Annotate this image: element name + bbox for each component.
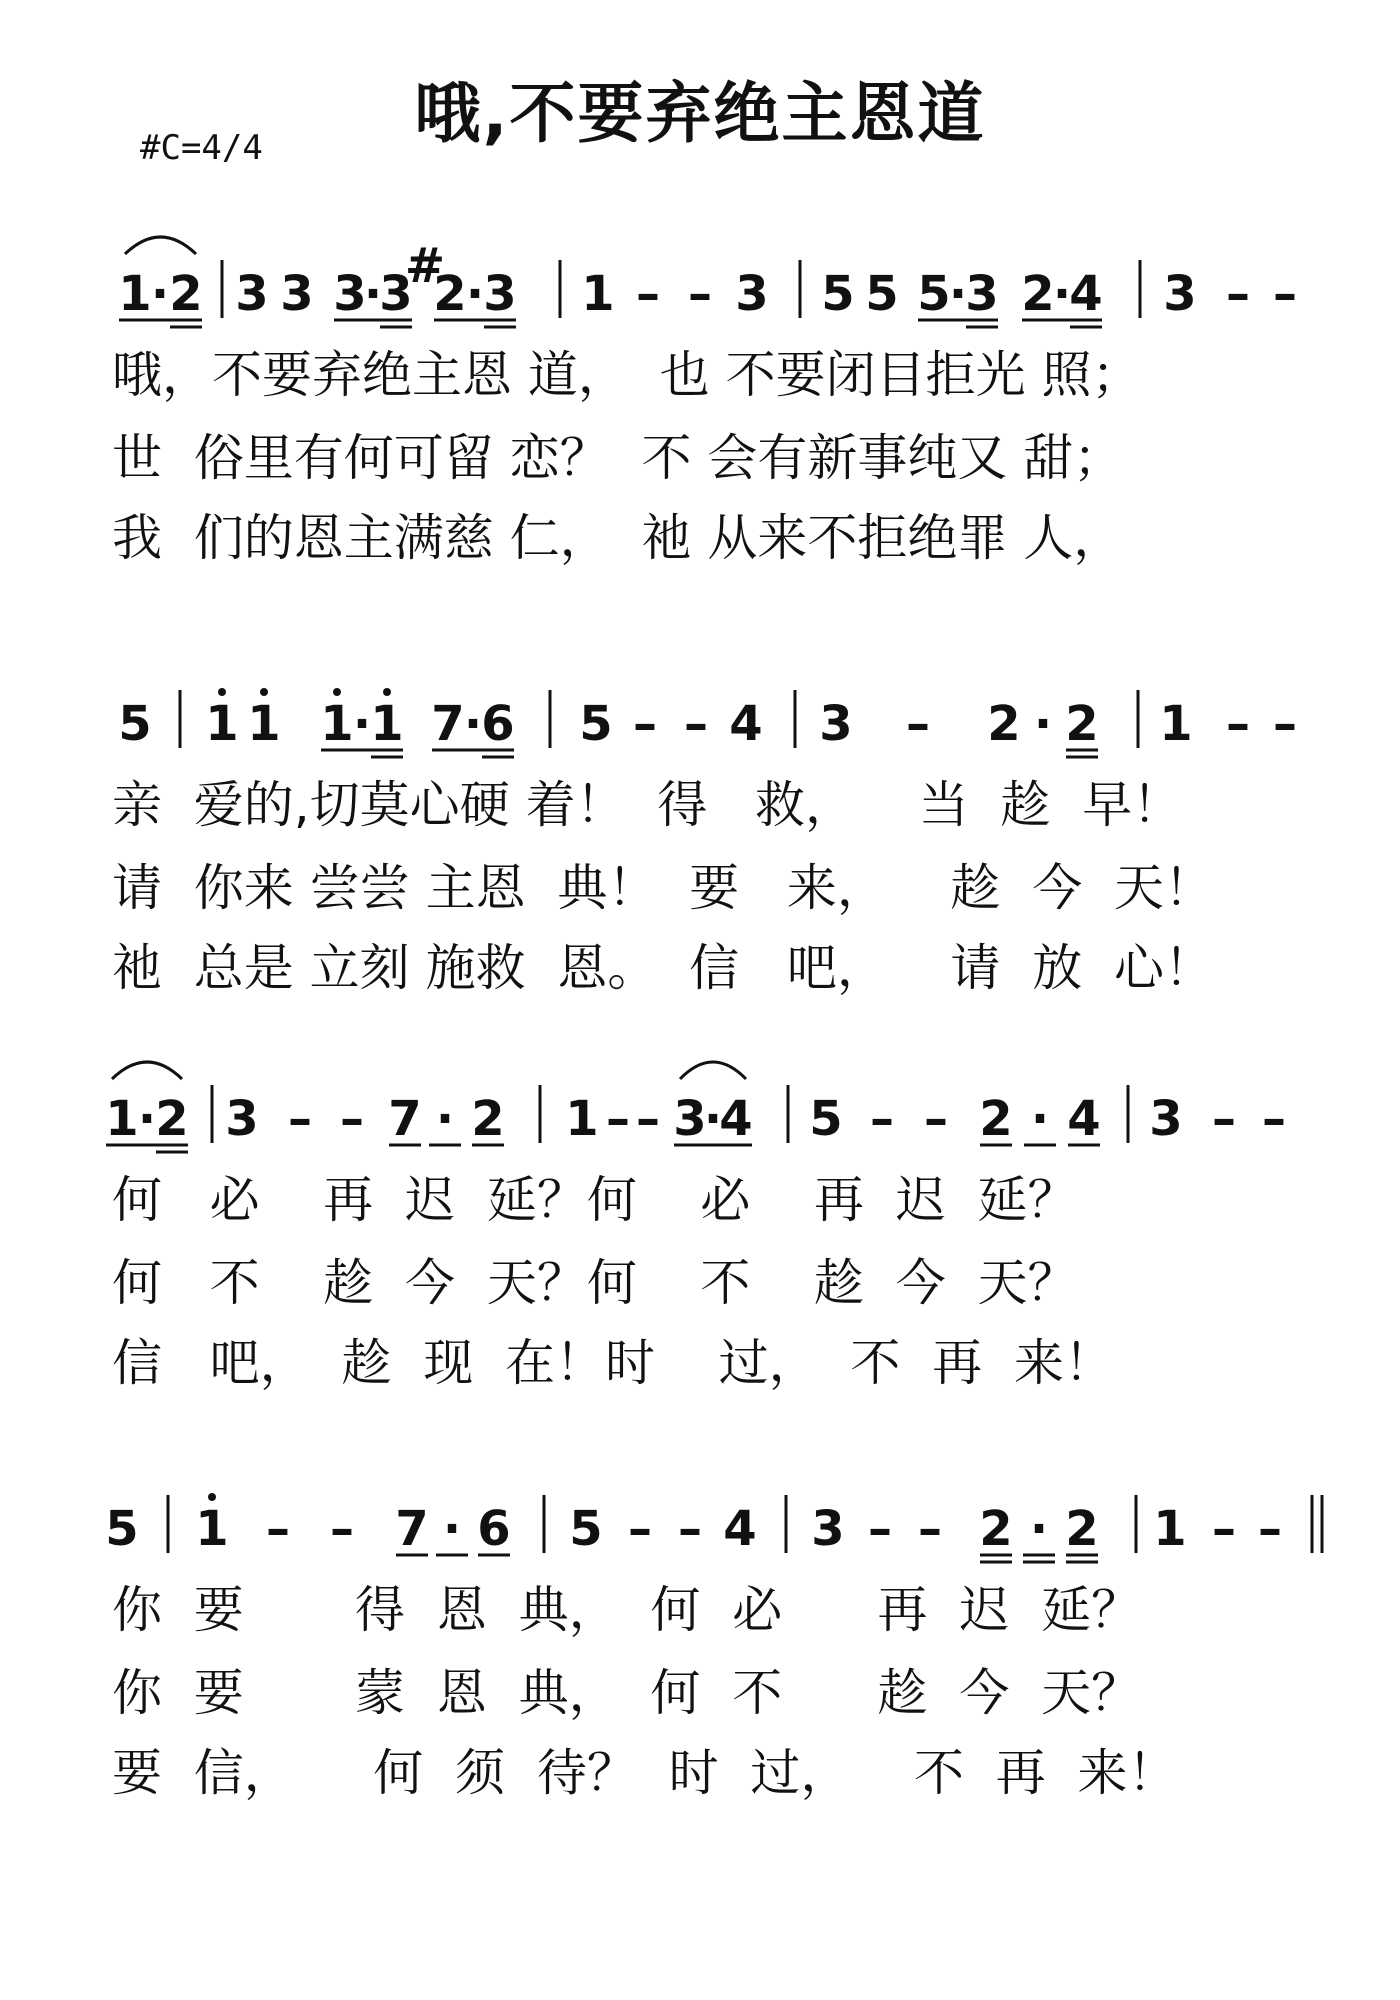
note: –	[688, 266, 712, 322]
note: –	[1226, 696, 1250, 752]
note: ·	[442, 1501, 462, 1557]
note: 1	[581, 266, 615, 322]
note: ·	[948, 266, 968, 322]
note: 4	[719, 1091, 753, 1147]
key-signature: #C=4/4	[140, 128, 263, 168]
note: 5	[917, 266, 951, 322]
note: –	[1262, 1091, 1286, 1147]
note: 2	[471, 1091, 505, 1147]
note: 2	[155, 1091, 189, 1147]
lyric-line: 信 吧， 趁 现 在！时 过， 不 再 来！	[112, 1334, 1114, 1392]
note: 2	[979, 1091, 1013, 1147]
note: 3	[1163, 266, 1197, 322]
note: –	[906, 696, 930, 752]
note: –	[684, 696, 708, 752]
high-octave-dot	[333, 688, 341, 696]
note: 4	[723, 1501, 757, 1557]
note: 1	[1159, 696, 1193, 752]
lyric-line: 祂 总是 立刻 施救 恩。 信 吧， 请 放 心！	[112, 939, 1214, 997]
slur	[680, 1062, 746, 1079]
note: 6	[481, 696, 515, 752]
note: 5	[579, 696, 613, 752]
note: 5	[809, 1091, 843, 1147]
note: 2	[987, 696, 1021, 752]
note: ·	[465, 266, 485, 322]
note: ·	[1030, 1091, 1050, 1147]
note: 3	[225, 1091, 259, 1147]
note: 1	[118, 266, 152, 322]
note: 1	[320, 696, 354, 752]
note: 4	[1067, 1091, 1101, 1147]
lyric-line: 世 俗里有何可留 恋？ 不 会有新事纯又 甜；	[112, 429, 1124, 487]
note: 3	[483, 266, 517, 322]
note: 1	[370, 696, 404, 752]
high-octave-dot	[260, 688, 268, 696]
note: 7	[388, 1091, 422, 1147]
note: –	[1226, 266, 1250, 322]
note: –	[868, 1501, 892, 1557]
slur	[112, 1062, 182, 1079]
note: 1	[105, 1091, 139, 1147]
note: ·	[463, 696, 483, 752]
note: 4	[729, 696, 763, 752]
note: 1	[205, 696, 239, 752]
note: 2	[979, 1501, 1013, 1557]
note: –	[1273, 266, 1297, 322]
note: 3	[811, 1501, 845, 1557]
sharp-sign: #	[404, 238, 446, 294]
lyric-line: 亲 爱的,切莫心硬 着！ 得 救， 当 趁 早！	[112, 776, 1183, 834]
note: 6	[477, 1501, 511, 1557]
note: –	[330, 1501, 354, 1557]
note: 5	[569, 1501, 603, 1557]
note: 3	[965, 266, 999, 322]
high-octave-dot	[383, 688, 391, 696]
lyric-line: 我 们的恩主满慈 仁， 祂 从来不拒绝罪 人，	[112, 509, 1124, 567]
note: –	[870, 1091, 894, 1147]
lyric-line: 何 必 再 迟 延？何 必 再 迟 延？	[112, 1171, 1078, 1229]
note: 3	[735, 266, 769, 322]
note: 3	[673, 1091, 707, 1147]
note: ·	[1029, 1501, 1049, 1557]
lyric-line: 你 要 蒙 恩 典， 何 不 趁 今 天？	[112, 1664, 1142, 1722]
note: ·	[150, 266, 170, 322]
note: –	[288, 1091, 312, 1147]
note: 2	[433, 266, 467, 322]
note: –	[636, 266, 660, 322]
lyric-line: 你 要 得 恩 典， 何 必 再 迟 延？	[112, 1581, 1142, 1639]
note: 3	[379, 266, 413, 322]
note: 2	[1065, 1501, 1099, 1557]
note: 1	[195, 1501, 229, 1557]
note: 2	[169, 266, 203, 322]
note: –	[1273, 696, 1297, 752]
lyric-line: 哦，不要弃绝主恩 道， 也 不要闭目拒光 照；	[112, 346, 1142, 404]
note: 3	[1149, 1091, 1183, 1147]
note: –	[628, 1501, 652, 1557]
lyric-line: 要 信， 何 须 待？ 时 过， 不 再 来！	[112, 1744, 1178, 1802]
high-octave-dot	[218, 688, 226, 696]
lyric-line: 请 你来 尝尝 主恩 典！ 要 来， 趁 今 天！	[112, 859, 1214, 917]
note: 1	[565, 1091, 599, 1147]
note: ·	[1052, 266, 1072, 322]
note: –	[606, 1091, 630, 1147]
note: 4	[1069, 266, 1103, 322]
note: 1	[1153, 1501, 1187, 1557]
note: ·	[435, 1091, 455, 1147]
note: 7	[395, 1501, 429, 1557]
note: 5	[821, 266, 855, 322]
note: –	[636, 1091, 660, 1147]
note: ·	[1033, 696, 1053, 752]
note: –	[1212, 1091, 1236, 1147]
note: –	[924, 1091, 948, 1147]
slur	[125, 237, 196, 254]
note: 3	[819, 696, 853, 752]
high-octave-dot	[208, 1493, 216, 1501]
note: ·	[352, 696, 372, 752]
note: –	[1258, 1501, 1282, 1557]
song-title: 哦,不要弃绝主恩道	[414, 75, 986, 152]
note: –	[633, 696, 657, 752]
note: ·	[137, 1091, 157, 1147]
note: –	[340, 1091, 364, 1147]
note: 3	[235, 266, 269, 322]
note: 5	[865, 266, 899, 322]
note: 5	[105, 1501, 139, 1557]
note: –	[678, 1501, 702, 1557]
note: ·	[703, 1091, 723, 1147]
note: 2	[1065, 696, 1099, 752]
note: 3	[280, 266, 314, 322]
note: 1	[247, 696, 281, 752]
note: 5	[118, 696, 152, 752]
note: ·	[363, 266, 383, 322]
note: 3	[333, 266, 367, 322]
note: –	[1212, 1501, 1236, 1557]
note: –	[918, 1501, 942, 1557]
note: 7	[431, 696, 465, 752]
lyric-line: 何 不 趁 今 天？何 不 趁 今 天？	[112, 1254, 1078, 1312]
note: –	[266, 1501, 290, 1557]
note: 2	[1021, 266, 1055, 322]
